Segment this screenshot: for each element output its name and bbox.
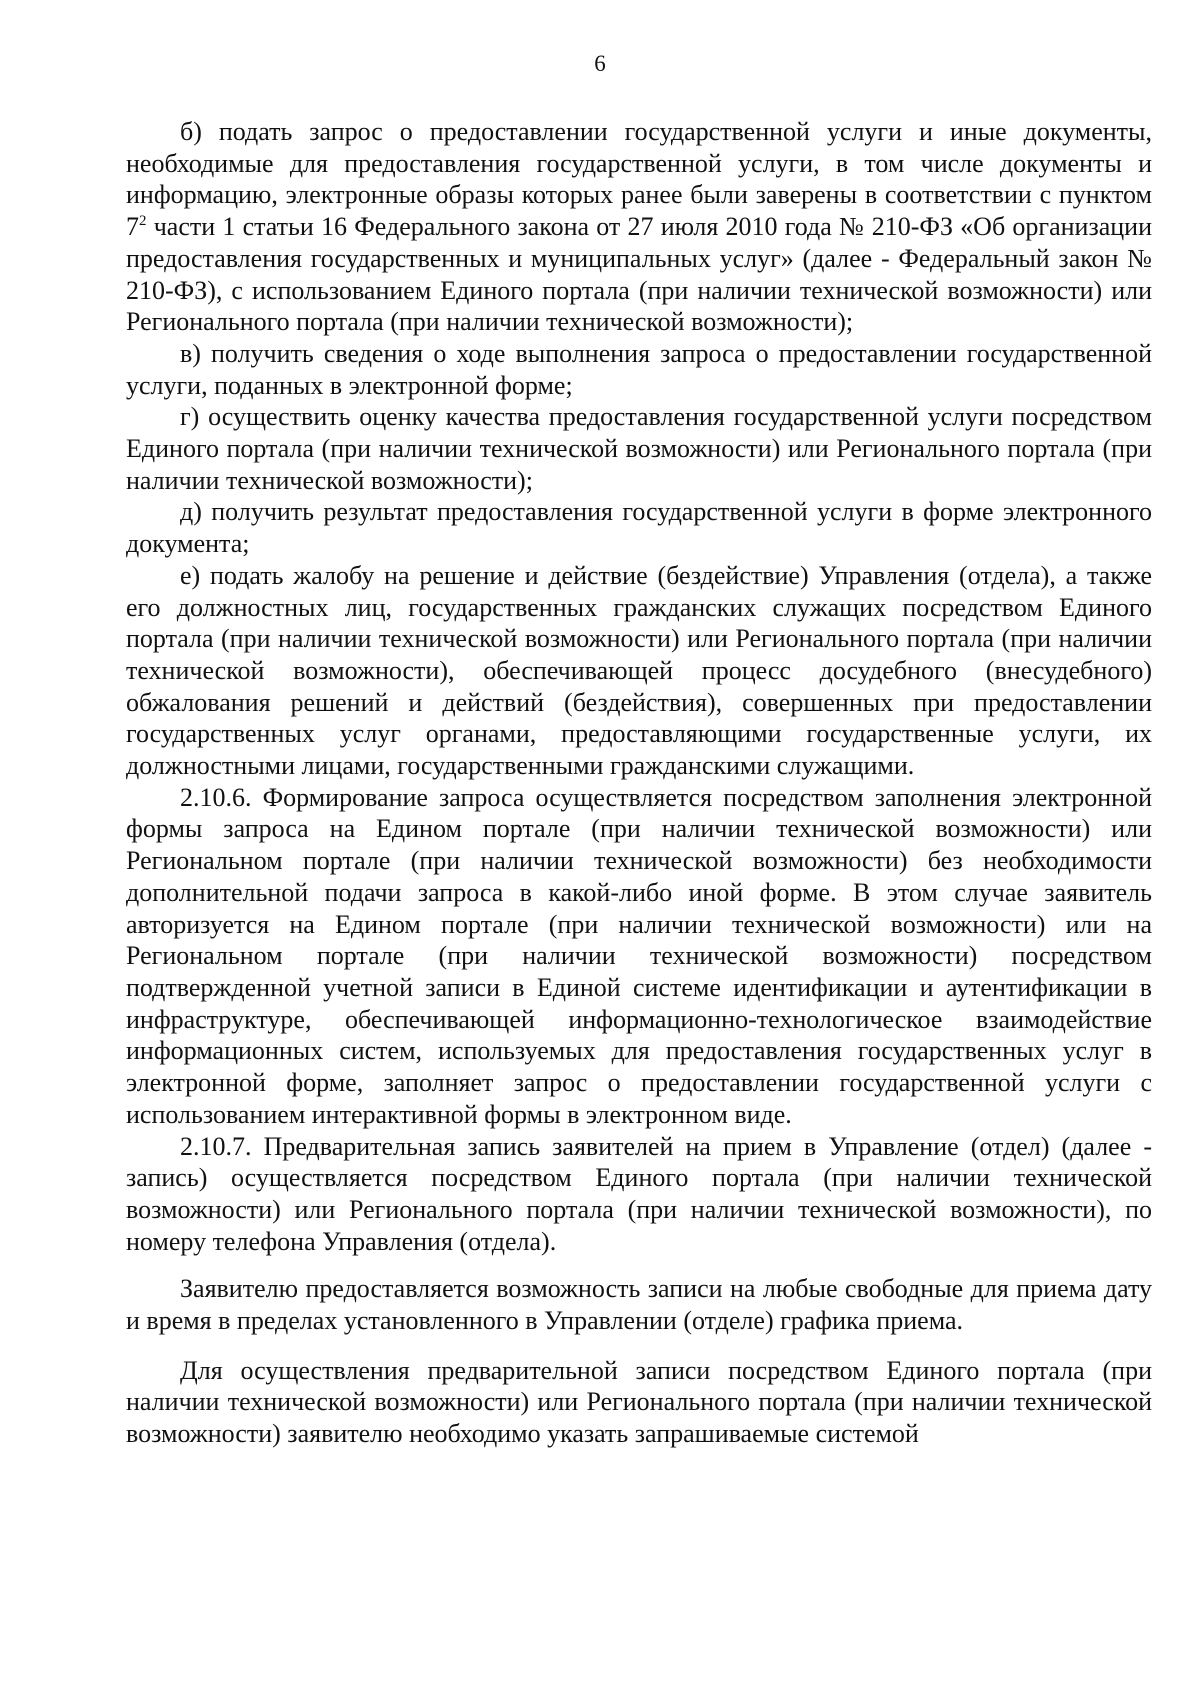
paragraph-item-v: в) получить сведения о ходе выполнения запроса о предоставлении государственной услуги, поданных в электронной форме; <box>126 338 1152 400</box>
paragraph-item-g: г) осуществить оценку качества предоставления государственной услуги посредством Единого портала (при наличии технической возможности) или Регионального портала (при наличии технической возможности); <box>126 402 1152 495</box>
paragraph-appointment-options: Заявителю предоставляется возможность записи на любые свободные для приема дату и время в пределах установленного в Управлении (отделе) графика приема. <box>126 1274 1152 1336</box>
superscript: 2 <box>139 213 147 230</box>
document-body <box>126 116 1152 1450</box>
paragraph-preliminary-record: Для осуществления предварительной записи посредством Единого портала (при наличии технической возможности) или Регионального портала (при наличии технической возможности) заявителю необходимо указать запрашиваемые системой <box>126 1355 1152 1449</box>
paragraph-text: части 1 статьи 16 Федерального закона от 27 июля 2010 года № 210-ФЗ «Об организации предоставления государственных и муниципальных услуг» (далее - Федеральный закон № 210-ФЗ), с использованием Единого портала (при наличии технической возможности) или Регионального портала (при наличии технической возможности); <box>126 212 1152 337</box>
page-number: 6 <box>594 51 606 76</box>
paragraph-2-10-6: 2.10.6. Формирование запроса осуществляется посредством заполнения электронной формы запроса на Едином портале (при наличии технической возможности) или Региональном портале (при наличии технической возможности) без необходимости дополнительной подачи запроса в какой-либо иной форме. В этом случае заявитель авторизуется на Едином портале (при наличии технической возможности) или на Региональном портале (при наличии технической возможности) посредством подтвержденной учетной записи в Единой системе идентификации и аутентификации в инфраструктуре, обеспечивающей информационно-технологическое взаимодействие информационных систем, используемых для предоставления государственных услуг в электронной форме, заполняет запрос о предоставлении государственной услуги с использованием интерактивной формы в электронном виде. <box>126 782 1152 1129</box>
paragraph-2-10-7: 2.10.7. Предварительная запись заявителей на прием в Управление (отдел) (далее - запись) осуществляется посредством Единого портала (при наличии технической возможности) или Регионального портала (при наличии технической возможности), по номеру телефона Управления (отдела). <box>126 1131 1152 1256</box>
paragraph-item-e: е) подать жалобу на решение и действие (бездействие) Управления (отдела), а также его должностных лиц, государственных гражданских служащих посредством Единого портала (при наличии технической возможности) или Регионального портала (при наличии технической возможности), обеспечивающей процесс досудебного (внесудебного) обжалования решений и действий (бездействия), совершенных при предоставлении государственных услуг органами, предоставляющими государственные услуги, их должностными лицами, государственными гражданскими служащими. <box>126 560 1152 781</box>
paragraph-item-b <box>126 116 1152 338</box>
paragraph-text: б) подать запрос о предоставлении государственной услуги и иные документы, необходимые для предоставления государственной услуги, в том числе документы и информацию, электронные образы которых ранее были заверены в соответствии с пунктом 7 <box>126 117 1152 242</box>
paragraph-item-d: д) получить результат предоставления государственной услуги в форме электронного документа; <box>126 497 1152 559</box>
